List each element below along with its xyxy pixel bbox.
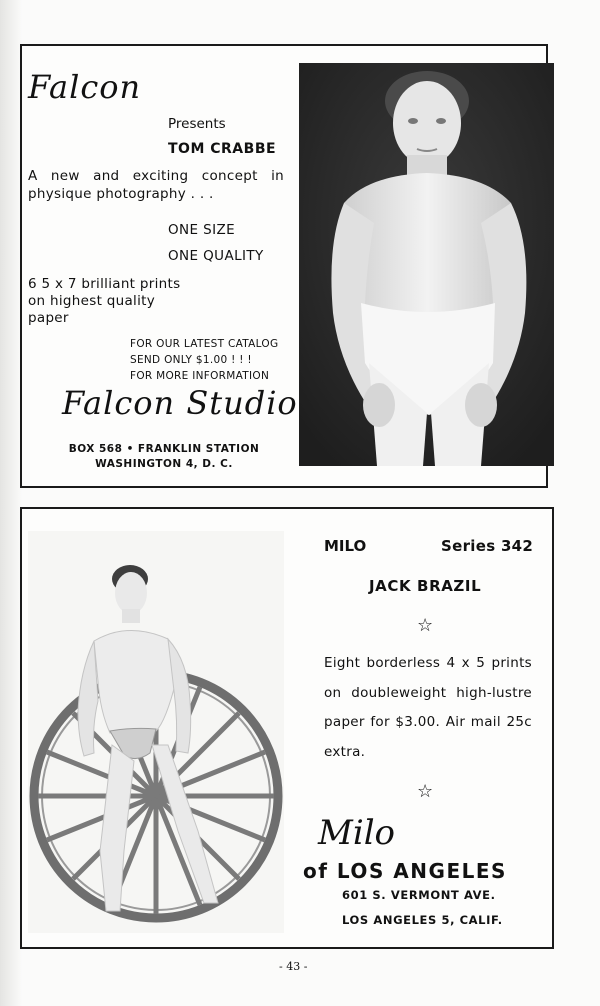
address-line: LOS ANGELES 5, CALIF. [342, 913, 503, 927]
falcon-logo: Falcon [28, 68, 142, 106]
model-name: JACK BRAZIL [369, 577, 482, 595]
catalog-line: SEND ONLY $1.00 ! ! ! [130, 354, 252, 366]
milo-model-photo [28, 531, 284, 933]
page-number: - 43 - [279, 960, 308, 973]
page-edge-shadow [0, 0, 22, 1006]
catalog-line: FOR OUR LATEST CATALOG [130, 338, 279, 350]
catalog-offer [130, 336, 290, 384]
star-icon: ☆ [417, 615, 434, 636]
star-icon: ☆ [417, 781, 434, 802]
presents-text: Presents [168, 116, 226, 132]
concept-text: A new and exciting concept in physique photography . . . [28, 168, 284, 202]
address-line: BOX 568 • FRANKLIN STATION [68, 443, 260, 455]
milo-logo: Milo [318, 813, 396, 853]
milo-ad [20, 507, 554, 949]
series-number: Series 342 [441, 537, 534, 555]
man-portrait-icon [299, 63, 554, 466]
milo-location: of LOS ANGELES [303, 859, 507, 883]
offer-description: Eight borderless 4 x 5 prints on doubleweight high-lustre paper for $3.00. Air mail 25c extra. [324, 655, 532, 760]
address-line: 601 S. VERMONT AVE. [342, 888, 496, 902]
falcon-studio-logo: Falcon Studio [62, 384, 298, 422]
one-size-text: ONE SIZE [168, 222, 236, 238]
falcon-address [64, 442, 264, 472]
catalog-line: FOR MORE INFORMATION [130, 370, 270, 382]
milo-brand: MILO [324, 537, 367, 555]
falcon-model-photo [299, 63, 554, 466]
falcon-ad [20, 44, 548, 488]
one-quality-text: ONE QUALITY [168, 248, 264, 264]
model-name: TOM CRABBE [168, 141, 277, 157]
man-with-wheel-icon [28, 531, 284, 933]
address-line: WASHINGTON 4, D. C. [95, 458, 233, 470]
prints-offer: 6 5 x 7 brilliant prints on highest quality paper [28, 276, 181, 326]
